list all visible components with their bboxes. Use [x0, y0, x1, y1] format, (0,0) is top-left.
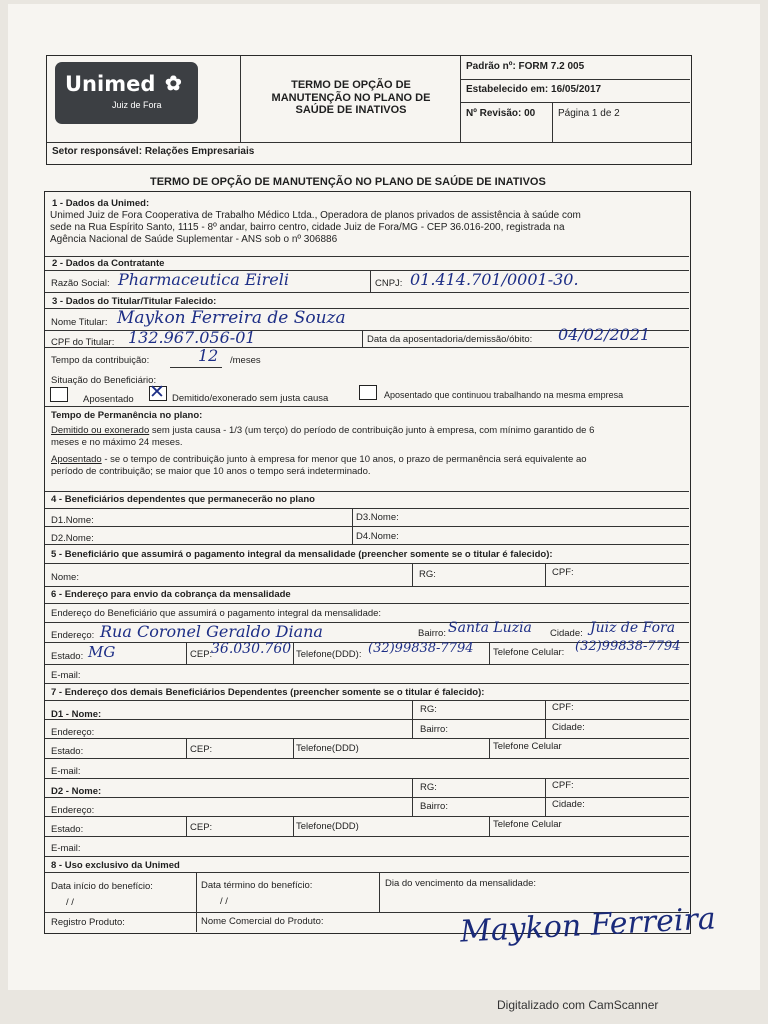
dependente-d1: D1.Nome: — [51, 515, 94, 526]
s5-cpf: CPF: — [552, 567, 574, 578]
dependente-d2: D2.Nome: — [51, 533, 94, 544]
s6-cidade-label: Cidade: — [550, 628, 583, 639]
section-6-title: 6 - Endereço para envio da cobrança da mensalidade — [51, 589, 291, 600]
s7-d2-email: E-mail: — [51, 843, 81, 854]
tree-icon: ✿ — [165, 73, 182, 95]
s7-d2-nome: D2 - Nome: — [51, 786, 102, 797]
permanencia-demitido: Demitido ou exonerado sem justa causa - 1/3 (um terço) do período de contribuição junto à empresa, com mínimo garantido de 6 — [51, 425, 595, 436]
setor: Setor responsável: Relações Empresariais — [52, 146, 255, 157]
s7-d1-bairro: Bairro: — [420, 724, 448, 735]
s7-d2-rg: RG: — [420, 782, 437, 793]
s6-estado-label: Estado: — [51, 651, 84, 662]
cnpj-label: CNPJ: — [375, 278, 403, 289]
s7-d1-estado: Estado: — [51, 746, 84, 757]
unimed-logo: Unimed ✿ Juiz de Fora — [55, 62, 198, 124]
s5-nome: Nome: — [51, 572, 79, 583]
estabelecido: Estabelecido em: 16/05/2017 — [466, 84, 602, 95]
section-5-title: 5 - Beneficiário que assumirá o pagamento integral da mensalidade (preencher somente se o titular é falecido): — [51, 549, 553, 560]
permanencia-aposentado-2: período de contribuição; se maior que 10 anos o tempo será indeterminado. — [51, 466, 371, 477]
s6-telefone-value: (32)99838-7794 — [368, 641, 474, 656]
padrao: Padrão nº: FORM 7.2 005 — [466, 61, 585, 72]
checkbox-aposentado-trabalhando[interactable] — [359, 385, 377, 400]
s7-d2-bairro: Bairro: — [420, 801, 448, 812]
registro-produto-label: Registro Produto: — [51, 917, 125, 928]
s7-d1-email: E-mail: — [51, 766, 81, 777]
signature: Maykon Ferreira — [459, 901, 717, 950]
cpf-titular-label: CPF do Titular: — [51, 337, 115, 348]
revisao: Nº Revisão: 00 — [466, 108, 536, 119]
s6-endereco-label: Endereço: — [51, 630, 95, 641]
unimed-info-line: Unimed Juiz de Fora Cooperativa de Trabalho Médico Ltda., Operadora de planos privados de assistência à saúde com — [50, 210, 581, 221]
dependente-d4: D4.Nome: — [356, 531, 399, 542]
s7-d2-telefone: Telefone(DDD) — [296, 821, 359, 832]
s7-d2-celular: Telefone Celular — [493, 819, 562, 830]
s7-d2-cpf: CPF: — [552, 780, 574, 791]
tempo-contribuicao-value: 12 — [198, 346, 219, 365]
data-aposentadoria-value: 04/02/2021 — [558, 325, 651, 344]
opt-apos-trab-label: Aposentado que continuou trabalhando na mesma empresa — [384, 390, 624, 400]
s6-cep-label: CEP: — [190, 649, 213, 660]
s7-d1-nome: D1 - Nome: — [51, 709, 102, 720]
nome-titular-value: Maykon Ferreira de Souza — [117, 308, 346, 328]
section-6-subtitle: Endereço do Beneficiário que assumirá o pagamento integral da mensalidade: — [51, 608, 382, 619]
camscanner-footer: Digitalizado com CamScanner — [497, 998, 659, 1012]
s6-telefone-label: Telefone(DDD): — [296, 649, 362, 660]
section-2-title: 2 - Dados da Contratante — [52, 258, 165, 269]
data-termino-label: Data término do benefício: — [201, 880, 313, 891]
cnpj-value: 01.414.701/0001-30. — [410, 270, 579, 289]
razao-social-value: Pharmaceutica Eireli — [118, 270, 289, 289]
unimed-info-line: sede na Rua Espírito Santo, 1115 - 8º andar, bairro centro, cidade Juiz de Fora/MG - CEP 36.016-200, registrada na — [50, 222, 565, 233]
unimed-info-line: Agência Nacional de Saúde Suplementar - ANS sob o nº 306886 — [50, 234, 338, 245]
header-doc-title: TERMO DE OPÇÃO DE MANUTENÇÃO NO PLANO DE SAÚDE DE INATIVOS — [271, 79, 431, 117]
s7-d1-rg: RG: — [420, 704, 437, 715]
s6-celular-value: (32)99838-7794 — [575, 639, 681, 654]
data-termino-blank: / / — [220, 896, 228, 907]
nome-comercial-label: Nome Comercial do Produto: — [201, 916, 324, 927]
data-inicio-label: Data início do benefício: — [51, 881, 153, 892]
checkbox-demitido-mark: ✕ — [149, 382, 165, 403]
checkbox-aposentado[interactable] — [50, 387, 68, 402]
pagina: Página 1 de 2 — [558, 108, 620, 119]
s7-d2-endereco: Endereço: — [51, 805, 95, 816]
razao-social-label: Razão Social: — [51, 278, 110, 289]
nome-titular-label: Nome Titular: — [51, 317, 108, 328]
opt-demitido-label: Demitido/exonerado sem justa causa — [172, 393, 329, 404]
tempo-contribuicao-label: Tempo da contribuição: — [51, 355, 150, 366]
section-3-title: 3 - Dados do Titular/Titular Falecido: — [52, 296, 217, 307]
s7-d2-cidade: Cidade: — [552, 799, 585, 810]
cpf-titular-value: 132.967.056-01 — [128, 328, 256, 347]
s7-d2-cep: CEP: — [190, 822, 213, 833]
s6-cep-value: 36.030.760 — [211, 641, 292, 657]
s7-d1-celular: Telefone Celular — [493, 741, 562, 752]
s6-bairro-value: Santa Luzia — [448, 620, 532, 636]
s6-endereco-value: Rua Coronel Geraldo Diana — [100, 622, 323, 641]
s6-estado-value: MG — [88, 643, 116, 661]
tempo-unit: /meses — [230, 355, 261, 366]
section-8-title: 8 - Uso exclusivo da Unimed — [51, 860, 180, 871]
s6-cidade-value: Juiz de Fora — [590, 620, 676, 636]
s5-rg: RG: — [419, 569, 436, 580]
s6-celular-label: Telefone Celular: — [493, 647, 565, 658]
s7-d1-telefone: Telefone(DDD) — [296, 743, 359, 754]
permanencia-demitido-2: meses e no máximo 24 meses. — [51, 437, 183, 448]
permanencia-aposentado: Aposentado - se o tempo de contribuição junto à empresa for menor que 10 anos, o prazo de permanência será equivalente ao — [51, 454, 587, 465]
data-inicio-blank: / / — [66, 897, 74, 908]
data-aposentadoria-label: Data da aposentadoria/demissão/óbito: — [367, 334, 533, 345]
vencimento-label: Dia do vencimento da mensalidade: — [385, 878, 537, 889]
s7-d2-estado: Estado: — [51, 824, 84, 835]
dependente-d3: D3.Nome: — [356, 512, 399, 523]
section-7-title: 7 - Endereço dos demais Beneficiários Dependentes (preencher somente se o titular é falecido): — [51, 687, 485, 698]
s6-bairro-label: Bairro: — [418, 628, 446, 639]
s6-email-label: E-mail: — [51, 670, 81, 681]
section-1-title: 1 - Dados da Unimed: — [52, 198, 150, 209]
form-title: TERMO DE OPÇÃO DE MANUTENÇÃO NO PLANO DE SAÚDE DE INATIVOS — [150, 176, 546, 188]
s7-d1-cep: CEP: — [190, 744, 213, 755]
opt-aposentado-label: Aposentado — [83, 394, 134, 405]
s7-d1-cpf: CPF: — [552, 702, 574, 713]
permanencia-title: Tempo de Permanência no plano: — [51, 410, 203, 421]
s7-d1-endereco: Endereço: — [51, 727, 95, 738]
section-4-title: 4 - Beneficiários dependentes que permanecerão no plano — [51, 494, 315, 505]
s7-d1-cidade: Cidade: — [552, 722, 585, 733]
situacao-label: Situação do Beneficiário: — [51, 375, 157, 386]
